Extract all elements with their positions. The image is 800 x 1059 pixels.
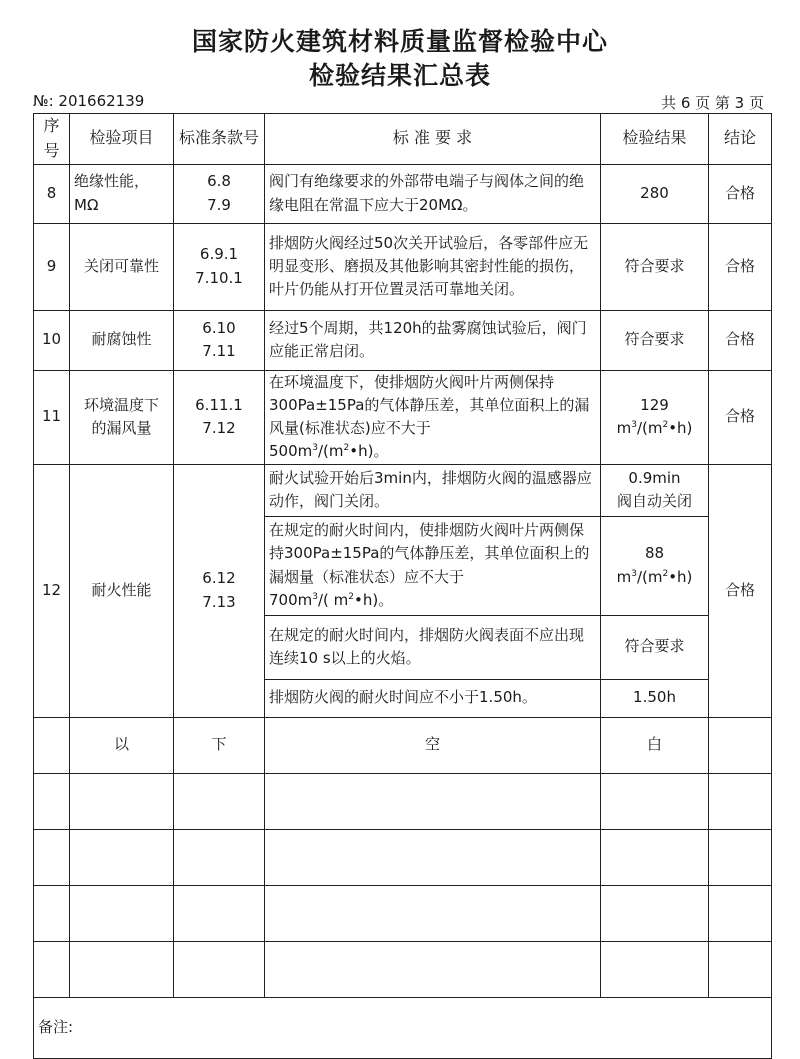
row-requirement: 阀门有绝缘要求的外部带电端子与阀体之间的绝缘电阻在常温下应大于20MΩ。 (265, 164, 601, 223)
center-name: 国家防火建筑材料质量监督检验中心 (191, 27, 608, 56)
row-clause (174, 310, 265, 370)
row-result: 280 (601, 164, 709, 223)
row-result (601, 516, 709, 615)
clause-line: 7.9 (207, 195, 231, 214)
clause-line: 6.12 (202, 569, 236, 588)
clause-line: 6.8 (207, 172, 231, 191)
row-requirement: 排烟防火阀的耐火时间应不小于1.50h。 (265, 679, 601, 717)
result-value: 129 (640, 395, 669, 414)
col-header-requirement: 标 准 要 求 (265, 114, 601, 165)
row-result: 符合要求 (601, 223, 709, 310)
row-no: 10 (34, 310, 70, 370)
empty-row (34, 773, 772, 829)
note-label: 备注: (34, 997, 772, 1058)
row-result (601, 370, 709, 464)
row-clause (174, 164, 265, 223)
row-item: 耐火性能 (70, 464, 174, 717)
row-clause (174, 370, 265, 464)
col-header-item: 检验项目 (70, 114, 174, 165)
row-no: 9 (34, 223, 70, 310)
row-no: 12 (34, 464, 70, 717)
empty-row (34, 829, 772, 885)
col-header-result: 检验结果 (601, 114, 709, 165)
item-line: 的漏风量 (91, 419, 152, 438)
item-line: 环境温度下 (83, 395, 159, 414)
row-clause (174, 223, 265, 310)
empty-row (34, 885, 772, 941)
result-unit: $m^3/(m^2•h)$ (616, 567, 693, 586)
blank-marker-3: 空 (265, 717, 601, 773)
col-header-no: 序号 (34, 114, 70, 165)
table-row (34, 223, 772, 310)
row-result: 符合要求 (601, 310, 709, 370)
blank-marker-1: 以 (70, 717, 174, 773)
note-row (34, 997, 772, 1058)
report-number: №: 201662139 (33, 92, 145, 110)
row-item: 耐腐蚀性 (70, 310, 174, 370)
row-result (601, 464, 709, 516)
row-conclusion: 合格 (709, 310, 772, 370)
row-item (70, 164, 174, 223)
item-line: 绝缘性能， (74, 172, 150, 191)
clause-line: 6.11.1 (195, 395, 243, 414)
result-unit: $m^3/(m^2•h)$ (616, 419, 693, 438)
clause-line: 6.10 (202, 318, 236, 337)
row-item (70, 370, 174, 464)
row-result: 1.50h (601, 679, 709, 717)
item-line: MΩ (74, 195, 99, 214)
requirement-limit: 700m (269, 590, 313, 609)
table-row (34, 310, 772, 370)
col-header-clause: 标准条款号 (174, 114, 265, 165)
row-result: 符合要求 (601, 615, 709, 679)
row-requirement: 耐火试验开始后3min内，排烟防火阀的温感器应动作，阀门关闭。 (265, 464, 601, 516)
clause-line: 7.12 (202, 419, 236, 438)
header-row (34, 114, 772, 165)
row-requirement: 在环境温度下，使排烟防火阀叶片两侧保持300Pa±15Pa的气体静压差，其单位面积上的漏风量(标准状态)应不大于 $500m^3/(m^2•h)$。 (265, 370, 601, 464)
blank-marker-row (34, 717, 772, 773)
requirement-text: 在规定的耐火时间内，使排烟防火阀叶片两侧保持300Pa±15Pa的气体静压差，其单位面积上的漏烟量（标准状态）应不大于 (269, 521, 590, 586)
row-requirement: 排烟防火阀经过50次关开试验后，各零部件应无明显变形、磨损及其他影响其密封性能的损伤，叶片仍能从打开位置灵活可靠地关闭。 (265, 223, 601, 310)
clause-line: 7.13 (202, 592, 236, 611)
row-no: 11 (34, 370, 70, 464)
row-requirement: 在规定的耐火时间内，排烟防火阀表面不应出现连续10 s以上的火焰。 (265, 615, 601, 679)
row-item: 关闭可靠性 (70, 223, 174, 310)
result-value: 88 (644, 544, 665, 563)
clause-line: 7.10.1 (195, 268, 243, 287)
row-no: 8 (34, 164, 70, 223)
result-note: 阀自动关闭 (616, 492, 692, 511)
clause-line: 6.9.1 (199, 245, 239, 264)
row-clause (174, 464, 265, 717)
clause-line: 7.11 (202, 342, 236, 361)
row-requirement: 经过5个周期，共120h的盐雾腐蚀试验后，阀门应能正常启闭。 (265, 310, 601, 370)
row-conclusion: 合格 (709, 164, 772, 223)
report-title: 检验结果汇总表 (308, 61, 491, 90)
results-table (33, 113, 772, 1059)
result-value: 0.9min (628, 468, 681, 487)
requirement-text: 在环境温度下，使排烟防火阀叶片两侧保持300Pa±15Pa的气体静压差，其单位面积上的漏风量(标准状态)应不大于 (269, 372, 590, 438)
row-conclusion: 合格 (709, 464, 772, 717)
table-row (34, 370, 772, 464)
requirement-limit: 500m (269, 442, 313, 461)
table-row (34, 164, 772, 223)
row-conclusion: 合格 (709, 370, 772, 464)
page-info: 共 6 页 第 3 页 (661, 94, 764, 112)
row-requirement: 在规定的耐火时间内，使排烟防火阀叶片两侧保持300Pa±15Pa的气体静压差，其单位面积上的漏烟量（标准状态）应不大于 $700m^3/$( $m^2•h$)。 (265, 516, 601, 615)
empty-row (34, 941, 772, 997)
row-conclusion: 合格 (709, 223, 772, 310)
blank-marker-2: 下 (174, 717, 265, 773)
col-header-conclusion: 结论 (709, 114, 772, 165)
blank-marker-4: 白 (601, 717, 709, 773)
table-row (34, 464, 772, 516)
